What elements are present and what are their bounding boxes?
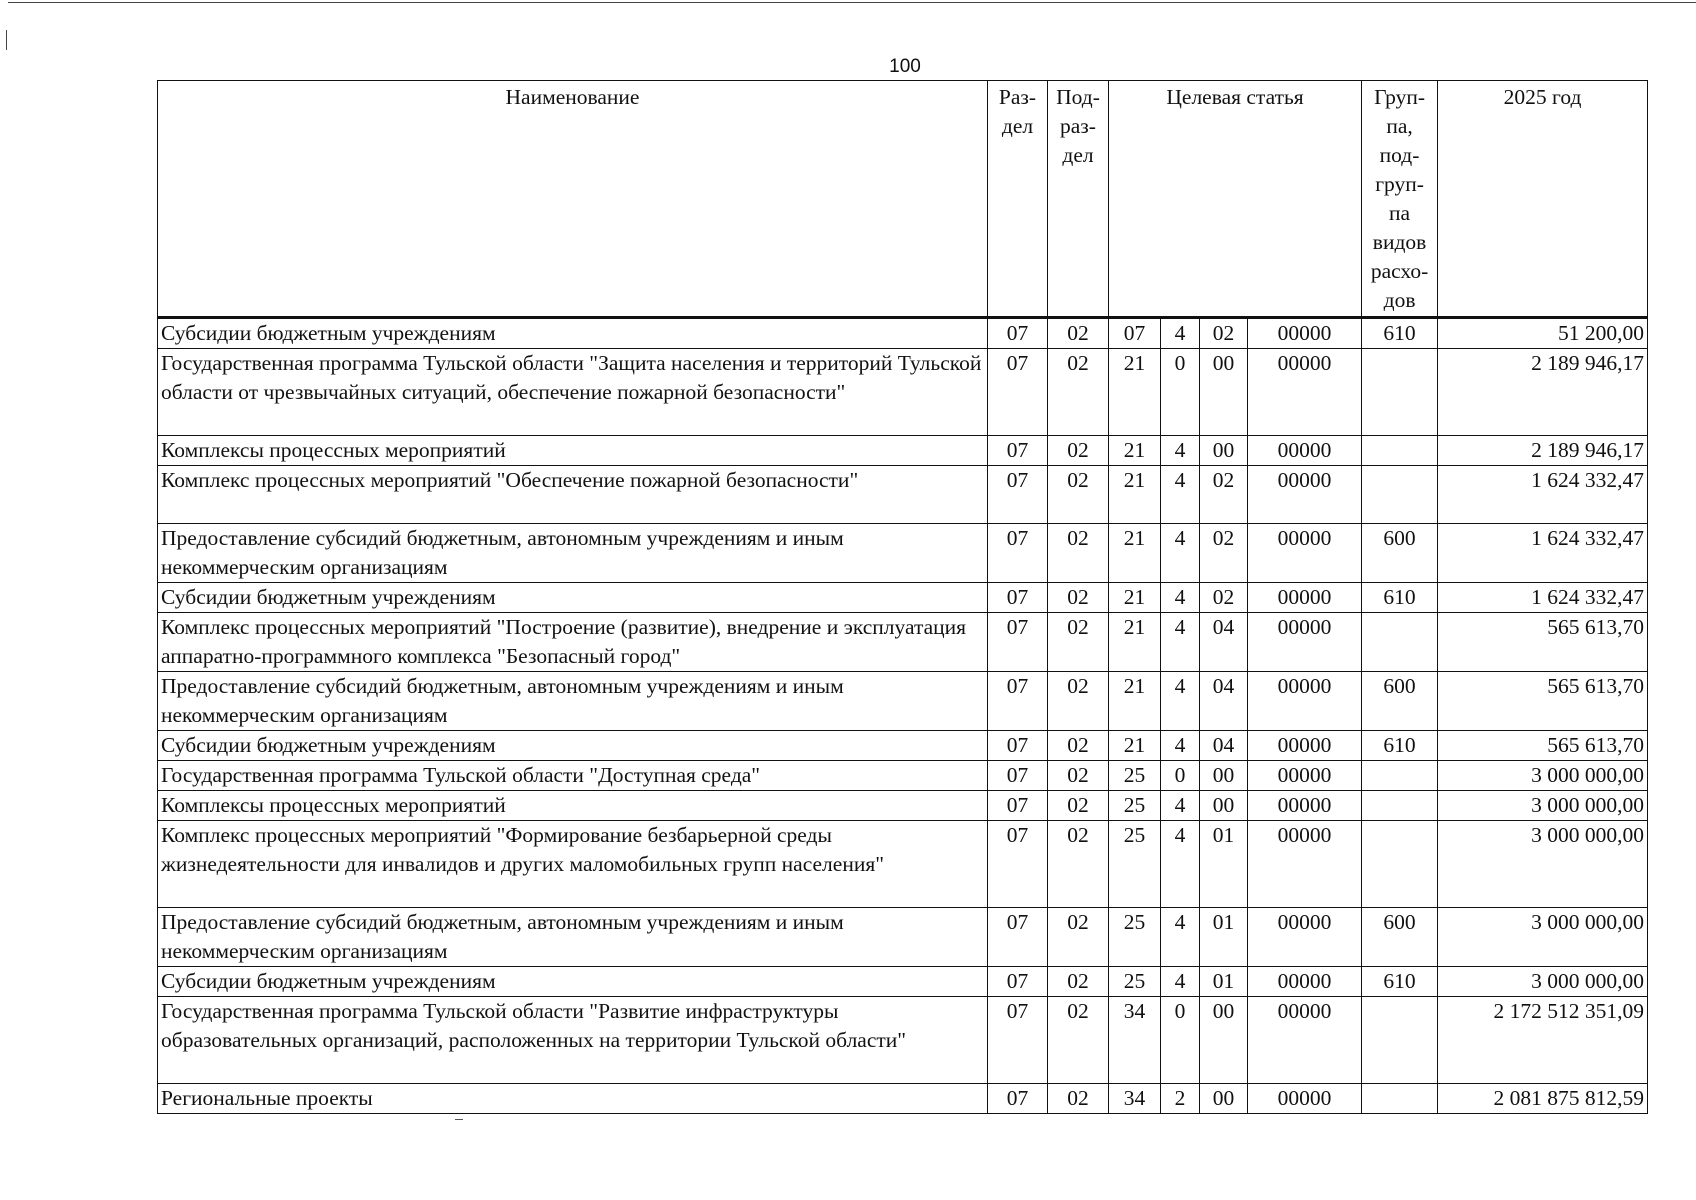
cell-target-subprogram: 04 — [1200, 613, 1248, 672]
cell-amount: 2 172 512 351,09 — [1438, 997, 1648, 1084]
table-row — [158, 908, 1648, 967]
cell-name: Предоставление субсидий бюджетным, автономным учреждениям и иным некоммерческим организациям — [158, 524, 988, 583]
cell-name: Комплексы процессных мероприятий — [158, 436, 988, 466]
cell-target-type: 4 — [1161, 672, 1200, 731]
cell-target-direction: 00000 — [1248, 349, 1362, 436]
cell-expense-group — [1362, 997, 1438, 1084]
table-row — [158, 967, 1648, 997]
cell-amount: 1 624 332,47 — [1438, 466, 1648, 524]
cell-target-type: 4 — [1161, 908, 1200, 967]
cell-amount: 2 189 946,17 — [1438, 436, 1648, 466]
cell-name: Субсидии бюджетным учреждениям — [158, 967, 988, 997]
cell-target-type: 4 — [1161, 791, 1200, 821]
header-subsection-label: Под- раз- дел — [1056, 85, 1100, 167]
cell-target-type: 4 — [1161, 436, 1200, 466]
cell-target-direction: 00000 — [1248, 1084, 1362, 1114]
cell-target-type: 4 — [1161, 524, 1200, 583]
cell-expense-group — [1362, 1084, 1438, 1114]
cell-subsection: 02 — [1048, 436, 1109, 466]
cell-target-program: 21 — [1109, 672, 1161, 731]
table-row — [158, 466, 1648, 524]
cell-target-type: 4 — [1161, 583, 1200, 613]
header-target-article: Целевая статья — [1109, 81, 1362, 318]
cell-subsection: 02 — [1048, 731, 1109, 761]
cell-target-subprogram: 01 — [1200, 908, 1248, 967]
cell-amount: 1 624 332,47 — [1438, 583, 1648, 613]
cell-target-program: 25 — [1109, 967, 1161, 997]
cell-expense-group — [1362, 791, 1438, 821]
cell-name: Государственная программа Тульской области "Доступная среда" — [158, 761, 988, 791]
cell-name: Комплекс процессных мероприятий "Обеспечение пожарной безопасности" — [158, 466, 988, 524]
table-row — [158, 672, 1648, 731]
table-row — [158, 997, 1648, 1084]
cell-amount: 1 624 332,47 — [1438, 524, 1648, 583]
cell-subsection: 02 — [1048, 997, 1109, 1084]
cell-target-program: 21 — [1109, 583, 1161, 613]
cell-expense-group: 610 — [1362, 583, 1438, 613]
cell-expense-group: 600 — [1362, 908, 1438, 967]
cell-section: 07 — [988, 791, 1048, 821]
cell-target-program: 21 — [1109, 436, 1161, 466]
cell-section: 07 — [988, 731, 1048, 761]
header-name: Наименование — [158, 81, 988, 318]
cell-target-type: 4 — [1161, 731, 1200, 761]
cell-target-direction: 00000 — [1248, 731, 1362, 761]
cell-target-program: 25 — [1109, 761, 1161, 791]
cell-section: 07 — [988, 349, 1048, 436]
cell-subsection: 02 — [1048, 583, 1109, 613]
cell-section: 07 — [988, 761, 1048, 791]
cell-subsection: 02 — [1048, 1084, 1109, 1114]
table-row — [158, 731, 1648, 761]
cell-target-type: 4 — [1161, 967, 1200, 997]
cell-target-type: 4 — [1161, 466, 1200, 524]
header-year: 2025 год — [1438, 81, 1648, 318]
table-row — [158, 761, 1648, 791]
cell-amount: 3 000 000,00 — [1438, 908, 1648, 967]
cell-target-direction: 00000 — [1248, 524, 1362, 583]
header-section-label: Раз- дел — [998, 85, 1037, 138]
scan-edge-left — [6, 30, 7, 50]
cell-expense-group: 610 — [1362, 967, 1438, 997]
cell-expense-group — [1362, 761, 1438, 791]
cell-name: Государственная программа Тульской области "Защита населения и территорий Тульской области от чрезвычайных ситуаций, обеспечение пожарной безопасности" — [158, 349, 988, 436]
cell-section: 07 — [988, 524, 1048, 583]
cell-expense-group: 600 — [1362, 524, 1438, 583]
cell-amount: 2 081 875 812,59 — [1438, 1084, 1648, 1114]
cell-name: Предоставление субсидий бюджетным, автономным учреждениям и иным некоммерческим организациям — [158, 672, 988, 731]
cell-section: 07 — [988, 997, 1048, 1084]
cell-target-direction: 00000 — [1248, 821, 1362, 908]
cell-name: Комплекс процессных мероприятий "Формирование безбарьерной среды жизнедеятельности для инвалидов и других маломобильных групп населения" — [158, 821, 988, 908]
cell-name: Государственная программа Тульской области "Развитие инфраструктуры образовательных организаций, расположенных на территории Тульской области" — [158, 997, 988, 1084]
cell-target-direction: 00000 — [1248, 967, 1362, 997]
cell-target-program: 34 — [1109, 1084, 1161, 1114]
cell-target-program: 21 — [1109, 349, 1161, 436]
cell-name: Комплекс процессных мероприятий "Построение (развитие), внедрение и эксплуатация аппаратно-программного комплекса "Безопасный город" — [158, 613, 988, 672]
cell-name: Предоставление субсидий бюджетным, автономным учреждениям и иным некоммерческим организациям — [158, 908, 988, 967]
cell-amount: 565 613,70 — [1438, 672, 1648, 731]
cell-amount: 3 000 000,00 — [1438, 791, 1648, 821]
cell-target-subprogram: 00 — [1200, 349, 1248, 436]
cell-target-program: 21 — [1109, 524, 1161, 583]
cell-target-type: 0 — [1161, 997, 1200, 1084]
cell-target-direction: 00000 — [1248, 672, 1362, 731]
cell-subsection: 02 — [1048, 908, 1109, 967]
scan-edge-top — [8, 2, 1696, 3]
cell-subsection: 02 — [1048, 821, 1109, 908]
cell-target-direction: 00000 — [1248, 583, 1362, 613]
cell-section: 07 — [988, 318, 1048, 349]
cell-section: 07 — [988, 1084, 1048, 1114]
cell-target-subprogram: 02 — [1200, 583, 1248, 613]
cell-subsection: 02 — [1048, 318, 1109, 349]
table-row — [158, 791, 1648, 821]
table-row — [158, 318, 1648, 349]
cell-target-direction: 00000 — [1248, 613, 1362, 672]
cell-target-subprogram: 04 — [1200, 672, 1248, 731]
cell-section: 07 — [988, 583, 1048, 613]
cell-section: 07 — [988, 672, 1048, 731]
budget-table — [157, 80, 1648, 1114]
cell-subsection: 02 — [1048, 791, 1109, 821]
cell-expense-group — [1362, 821, 1438, 908]
cell-target-type: 2 — [1161, 1084, 1200, 1114]
cell-amount: 565 613,70 — [1438, 613, 1648, 672]
cell-section: 07 — [988, 436, 1048, 466]
cell-amount: 3 000 000,00 — [1438, 821, 1648, 908]
table-header — [158, 81, 1648, 318]
cell-subsection: 02 — [1048, 524, 1109, 583]
cell-section: 07 — [988, 613, 1048, 672]
cell-target-direction: 00000 — [1248, 791, 1362, 821]
cell-target-direction: 00000 — [1248, 466, 1362, 524]
cell-subsection: 02 — [1048, 672, 1109, 731]
cell-target-subprogram: 01 — [1200, 967, 1248, 997]
table-row — [158, 821, 1648, 908]
cell-target-subprogram: 00 — [1200, 1084, 1248, 1114]
cell-target-program: 25 — [1109, 821, 1161, 908]
cell-target-subprogram: 02 — [1200, 466, 1248, 524]
header-expense-group — [1362, 81, 1438, 318]
cell-section: 07 — [988, 967, 1048, 997]
cell-expense-group — [1362, 349, 1438, 436]
cell-target-program: 21 — [1109, 466, 1161, 524]
page-number: 100 — [889, 56, 921, 77]
table-row — [158, 613, 1648, 672]
scan-mark — [455, 1119, 463, 1120]
cell-subsection: 02 — [1048, 349, 1109, 436]
cell-target-type: 0 — [1161, 349, 1200, 436]
cell-target-program: 21 — [1109, 731, 1161, 761]
cell-expense-group — [1362, 466, 1438, 524]
cell-target-subprogram: 00 — [1200, 761, 1248, 791]
table-body — [158, 318, 1648, 1114]
cell-amount: 565 613,70 — [1438, 731, 1648, 761]
cell-target-direction: 00000 — [1248, 436, 1362, 466]
cell-expense-group: 610 — [1362, 318, 1438, 349]
cell-name: Комплексы процессных мероприятий — [158, 791, 988, 821]
cell-subsection: 02 — [1048, 761, 1109, 791]
cell-amount: 2 189 946,17 — [1438, 349, 1648, 436]
cell-target-subprogram: 02 — [1200, 318, 1248, 349]
cell-target-program: 07 — [1109, 318, 1161, 349]
cell-target-subprogram: 01 — [1200, 821, 1248, 908]
cell-subsection: 02 — [1048, 466, 1109, 524]
table-row — [158, 524, 1648, 583]
cell-target-program: 25 — [1109, 791, 1161, 821]
header-section — [988, 81, 1048, 318]
cell-section: 07 — [988, 821, 1048, 908]
cell-subsection: 02 — [1048, 967, 1109, 997]
cell-name: Субсидии бюджетным учреждениям — [158, 731, 988, 761]
cell-target-direction: 00000 — [1248, 997, 1362, 1084]
cell-name: Субсидии бюджетным учреждениям — [158, 318, 988, 349]
table-row — [158, 436, 1648, 466]
header-subsection — [1048, 81, 1109, 318]
cell-amount: 3 000 000,00 — [1438, 761, 1648, 791]
cell-name: Субсидии бюджетным учреждениям — [158, 583, 988, 613]
cell-target-type: 4 — [1161, 821, 1200, 908]
cell-target-direction: 00000 — [1248, 761, 1362, 791]
cell-name: Региональные проекты — [158, 1084, 988, 1114]
cell-target-direction: 00000 — [1248, 318, 1362, 349]
cell-section: 07 — [988, 908, 1048, 967]
cell-target-program: 21 — [1109, 613, 1161, 672]
cell-target-program: 25 — [1109, 908, 1161, 967]
cell-amount: 3 000 000,00 — [1438, 967, 1648, 997]
cell-target-subprogram: 04 — [1200, 731, 1248, 761]
cell-target-subprogram: 00 — [1200, 997, 1248, 1084]
cell-target-subprogram: 02 — [1200, 524, 1248, 583]
cell-target-type: 4 — [1161, 318, 1200, 349]
cell-target-program: 34 — [1109, 997, 1161, 1084]
header-expense-group-label: Груп- па, под- груп- па видов расхо- дов — [1370, 85, 1429, 312]
cell-target-type: 4 — [1161, 613, 1200, 672]
table-row — [158, 1084, 1648, 1114]
cell-amount: 51 200,00 — [1438, 318, 1648, 349]
cell-subsection: 02 — [1048, 613, 1109, 672]
table-row — [158, 349, 1648, 436]
cell-expense-group — [1362, 436, 1438, 466]
table-row — [158, 583, 1648, 613]
cell-expense-group: 610 — [1362, 731, 1438, 761]
cell-target-subprogram: 00 — [1200, 791, 1248, 821]
cell-expense-group: 600 — [1362, 672, 1438, 731]
cell-expense-group — [1362, 613, 1438, 672]
cell-target-direction: 00000 — [1248, 908, 1362, 967]
cell-target-subprogram: 00 — [1200, 436, 1248, 466]
cell-target-type: 0 — [1161, 761, 1200, 791]
cell-section: 07 — [988, 466, 1048, 524]
